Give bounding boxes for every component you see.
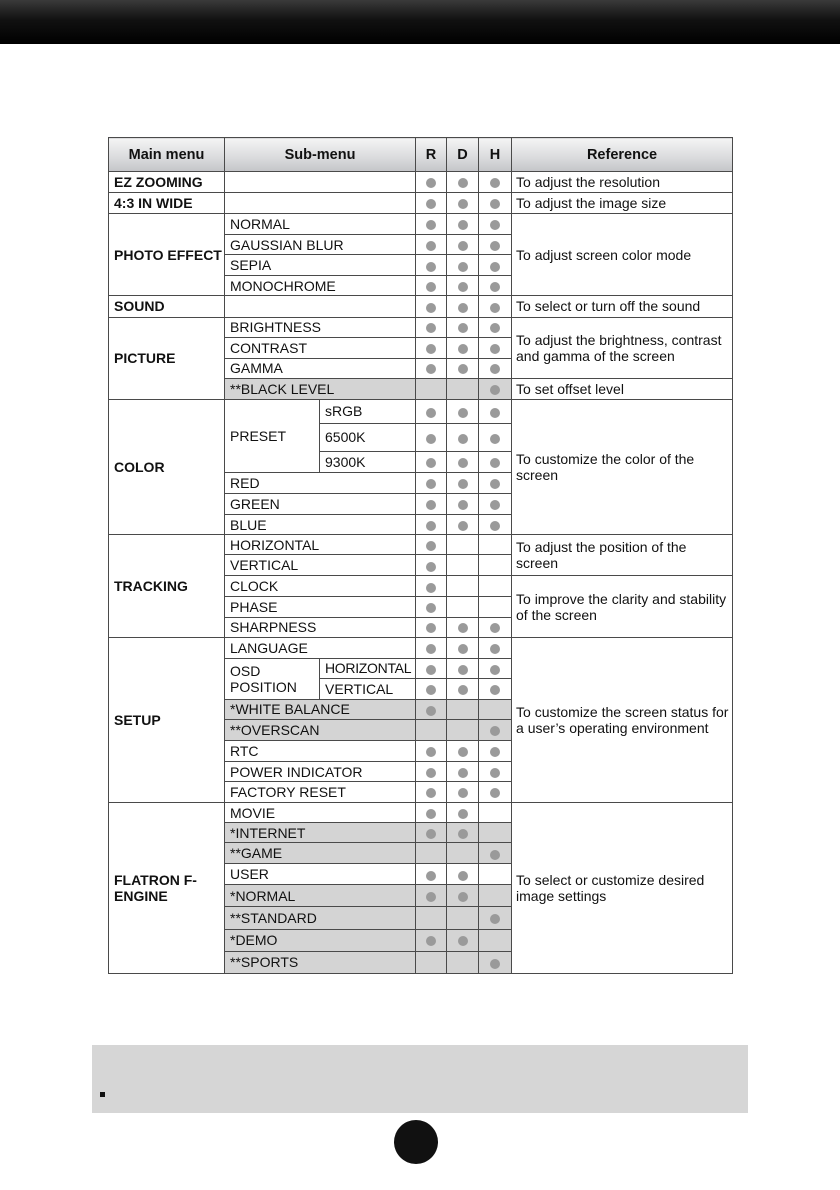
filled-circle-icon	[426, 364, 436, 374]
header-main-menu: Main menu	[109, 138, 225, 172]
main-menu-cell: EZ ZOOMING	[109, 172, 225, 193]
r-cell	[416, 317, 447, 337]
filled-circle-icon	[490, 685, 500, 695]
sub-menu-cell	[225, 193, 416, 214]
main-menu-cell: 4:3 IN WIDE	[109, 193, 225, 214]
d-cell	[447, 637, 479, 658]
d-cell	[447, 255, 479, 276]
sub-menu-cell: GREEN	[225, 494, 416, 515]
h-cell	[479, 276, 512, 296]
table-row	[109, 296, 733, 317]
reference-cell: To select or turn off the sound	[512, 296, 733, 317]
sub-sub-menu-cell: 9300K	[320, 451, 416, 472]
filled-circle-icon	[458, 479, 468, 489]
r-cell	[416, 617, 447, 637]
filled-circle-icon	[458, 178, 468, 188]
sub-menu-cell: **SPORTS	[225, 951, 416, 973]
d-cell	[447, 906, 479, 929]
sub-menu-cell: OSD POSITION	[225, 658, 320, 699]
sub-menu-cell: *INTERNET	[225, 823, 416, 843]
filled-circle-icon	[426, 871, 436, 881]
filled-circle-icon	[426, 178, 436, 188]
sub-menu-cell: **OVERSCAN	[225, 719, 416, 740]
r-cell	[416, 214, 447, 235]
h-cell	[479, 951, 512, 973]
r-cell	[416, 296, 447, 317]
filled-circle-icon	[458, 685, 468, 695]
r-cell	[416, 823, 447, 843]
r-cell	[416, 906, 447, 929]
header-h: H	[479, 138, 512, 172]
main-menu-cell: FLATRON F-ENGINE	[109, 803, 225, 974]
filled-circle-icon	[490, 344, 500, 354]
d-cell	[447, 576, 479, 597]
r-cell	[416, 337, 447, 358]
h-cell	[479, 451, 512, 472]
filled-circle-icon	[458, 788, 468, 798]
reference-cell: To improve the clarity and stability of the screen	[512, 576, 733, 637]
sub-menu-cell: GAMMA	[225, 358, 416, 378]
d-cell	[447, 193, 479, 214]
filled-circle-icon	[490, 303, 500, 313]
sub-sub-menu-cell: 6500K	[320, 423, 416, 451]
d-cell	[447, 658, 479, 678]
filled-circle-icon	[490, 220, 500, 230]
header-reference: Reference	[512, 138, 733, 172]
sub-sub-menu-cell: sRGB	[320, 399, 416, 423]
h-cell	[479, 823, 512, 843]
r-cell	[416, 276, 447, 296]
main-menu-cell: SETUP	[109, 637, 225, 803]
d-cell	[447, 782, 479, 803]
filled-circle-icon	[458, 458, 468, 468]
filled-circle-icon	[426, 262, 436, 272]
filled-circle-icon	[458, 434, 468, 444]
d-cell	[447, 951, 479, 973]
d-cell	[447, 929, 479, 951]
r-cell	[416, 451, 447, 472]
r-cell	[416, 637, 447, 658]
page-number-badge	[394, 1120, 438, 1164]
r-cell	[416, 951, 447, 973]
filled-circle-icon	[458, 282, 468, 292]
table-row	[109, 399, 733, 423]
table-row	[109, 803, 733, 823]
filled-circle-icon	[426, 479, 436, 489]
table-header-row	[109, 138, 733, 172]
filled-circle-icon	[490, 644, 500, 654]
d-cell	[447, 399, 479, 423]
r-cell	[416, 597, 447, 617]
d-cell	[447, 473, 479, 494]
filled-circle-icon	[458, 892, 468, 902]
d-cell	[447, 823, 479, 843]
d-cell	[447, 296, 479, 317]
filled-circle-icon	[458, 644, 468, 654]
filled-circle-icon	[490, 623, 500, 633]
sub-menu-cell: LANGUAGE	[225, 637, 416, 658]
d-cell	[447, 515, 479, 535]
filled-circle-icon	[426, 199, 436, 209]
filled-circle-icon	[490, 434, 500, 444]
filled-circle-icon	[490, 479, 500, 489]
reference-cell: To set offset level	[512, 378, 733, 399]
filled-circle-icon	[458, 936, 468, 946]
h-cell	[479, 906, 512, 929]
h-cell	[479, 843, 512, 864]
sub-menu-cell	[225, 296, 416, 317]
h-cell	[479, 658, 512, 678]
table-row	[109, 172, 733, 193]
r-cell	[416, 782, 447, 803]
r-cell	[416, 699, 447, 719]
r-cell	[416, 555, 447, 576]
h-cell	[479, 576, 512, 597]
sub-menu-cell: SHARPNESS	[225, 617, 416, 637]
table-row	[109, 193, 733, 214]
r-cell	[416, 378, 447, 399]
sub-menu-cell: *NORMAL	[225, 885, 416, 906]
header-d: D	[447, 138, 479, 172]
filled-circle-icon	[490, 199, 500, 209]
d-cell	[447, 885, 479, 906]
h-cell	[479, 235, 512, 255]
reference-cell: To adjust the position of the screen	[512, 535, 733, 576]
d-cell	[447, 864, 479, 885]
filled-circle-icon	[458, 364, 468, 374]
h-cell	[479, 929, 512, 951]
h-cell	[479, 193, 512, 214]
h-cell	[479, 555, 512, 576]
top-header-bar	[0, 0, 840, 44]
r-cell	[416, 423, 447, 451]
r-cell	[416, 864, 447, 885]
sub-menu-cell: CLOCK	[225, 576, 416, 597]
r-cell	[416, 172, 447, 193]
filled-circle-icon	[426, 892, 436, 902]
filled-circle-icon	[458, 809, 468, 819]
r-cell	[416, 576, 447, 597]
note-box	[92, 1045, 748, 1113]
r-cell	[416, 235, 447, 255]
d-cell	[447, 803, 479, 823]
sub-menu-cell: *DEMO	[225, 929, 416, 951]
r-cell	[416, 358, 447, 378]
h-cell	[479, 399, 512, 423]
sub-menu-cell: GAUSSIAN BLUR	[225, 235, 416, 255]
d-cell	[447, 378, 479, 399]
reference-cell: To adjust the resolution	[512, 172, 733, 193]
filled-circle-icon	[426, 768, 436, 778]
h-cell	[479, 214, 512, 235]
r-cell	[416, 473, 447, 494]
main-menu-cell: PHOTO EFFECT	[109, 214, 225, 296]
r-cell	[416, 843, 447, 864]
sub-sub-menu-cell: VERTICAL	[320, 678, 416, 699]
h-cell	[479, 172, 512, 193]
h-cell	[479, 317, 512, 337]
h-cell	[479, 473, 512, 494]
filled-circle-icon	[490, 241, 500, 251]
d-cell	[447, 597, 479, 617]
sub-menu-cell: SEPIA	[225, 255, 416, 276]
filled-circle-icon	[426, 434, 436, 444]
r-cell	[416, 803, 447, 823]
filled-circle-icon	[426, 829, 436, 839]
table-row	[109, 214, 733, 235]
filled-circle-icon	[426, 936, 436, 946]
h-cell	[479, 337, 512, 358]
h-cell	[479, 762, 512, 782]
r-cell	[416, 740, 447, 761]
h-cell	[479, 494, 512, 515]
filled-circle-icon	[458, 829, 468, 839]
d-cell	[447, 535, 479, 555]
sub-menu-cell: RED	[225, 473, 416, 494]
sub-menu-cell: RTC	[225, 740, 416, 761]
filled-circle-icon	[426, 603, 436, 613]
filled-circle-icon	[426, 220, 436, 230]
h-cell	[479, 535, 512, 555]
sub-menu-cell: **BLACK LEVEL	[225, 378, 416, 399]
filled-circle-icon	[426, 458, 436, 468]
sub-menu-cell: HORIZONTAL	[225, 535, 416, 555]
d-cell	[447, 317, 479, 337]
h-cell	[479, 515, 512, 535]
h-cell	[479, 699, 512, 719]
sub-menu-cell: PRESET	[225, 399, 320, 472]
filled-circle-icon	[490, 385, 500, 395]
d-cell	[447, 719, 479, 740]
filled-circle-icon	[490, 788, 500, 798]
main-menu-cell: SOUND	[109, 296, 225, 317]
sub-sub-menu-cell: HORIZONTAL	[320, 658, 416, 678]
osd-menu-table	[108, 137, 733, 974]
sub-menu-cell: VERTICAL	[225, 555, 416, 576]
filled-circle-icon	[490, 665, 500, 675]
h-cell	[479, 597, 512, 617]
sub-menu-cell: BRIGHTNESS	[225, 317, 416, 337]
filled-circle-icon	[458, 220, 468, 230]
filled-circle-icon	[426, 241, 436, 251]
filled-circle-icon	[426, 521, 436, 531]
filled-circle-icon	[426, 500, 436, 510]
d-cell	[447, 276, 479, 296]
r-cell	[416, 515, 447, 535]
sub-menu-cell: MOVIE	[225, 803, 416, 823]
d-cell	[447, 699, 479, 719]
sub-menu-cell: CONTRAST	[225, 337, 416, 358]
d-cell	[447, 358, 479, 378]
filled-circle-icon	[490, 364, 500, 374]
sub-menu-cell: FACTORY RESET	[225, 782, 416, 803]
header-r: R	[416, 138, 447, 172]
d-cell	[447, 555, 479, 576]
r-cell	[416, 658, 447, 678]
r-cell	[416, 762, 447, 782]
filled-circle-icon	[458, 747, 468, 757]
d-cell	[447, 172, 479, 193]
filled-circle-icon	[458, 623, 468, 633]
d-cell	[447, 678, 479, 699]
filled-circle-icon	[490, 458, 500, 468]
d-cell	[447, 214, 479, 235]
filled-circle-icon	[426, 541, 436, 551]
filled-circle-icon	[490, 521, 500, 531]
filled-circle-icon	[458, 262, 468, 272]
sub-menu-cell: NORMAL	[225, 214, 416, 235]
d-cell	[447, 762, 479, 782]
filled-circle-icon	[426, 747, 436, 757]
filled-circle-icon	[490, 178, 500, 188]
filled-circle-icon	[426, 644, 436, 654]
sub-menu-cell: MONOCHROME	[225, 276, 416, 296]
main-menu-cell: PICTURE	[109, 317, 225, 399]
filled-circle-icon	[458, 665, 468, 675]
square-bullet-icon	[100, 1092, 105, 1097]
d-cell	[447, 337, 479, 358]
reference-cell: To select or customize desired image settings	[512, 803, 733, 974]
sub-menu-cell: USER	[225, 864, 416, 885]
sub-menu-cell: POWER INDICATOR	[225, 762, 416, 782]
filled-circle-icon	[490, 262, 500, 272]
reference-cell: To customize the color of the screen	[512, 399, 733, 534]
reference-cell: To adjust screen color mode	[512, 214, 733, 296]
h-cell	[479, 782, 512, 803]
d-cell	[447, 494, 479, 515]
filled-circle-icon	[490, 914, 500, 924]
h-cell	[479, 637, 512, 658]
filled-circle-icon	[458, 500, 468, 510]
filled-circle-icon	[458, 408, 468, 418]
h-cell	[479, 719, 512, 740]
filled-circle-icon	[458, 871, 468, 881]
d-cell	[447, 843, 479, 864]
filled-circle-icon	[426, 562, 436, 572]
r-cell	[416, 535, 447, 555]
sub-menu-cell: **STANDARD	[225, 906, 416, 929]
table-row	[109, 637, 733, 658]
r-cell	[416, 193, 447, 214]
filled-circle-icon	[490, 726, 500, 736]
filled-circle-icon	[426, 323, 436, 333]
h-cell	[479, 255, 512, 276]
filled-circle-icon	[426, 623, 436, 633]
h-cell	[479, 803, 512, 823]
filled-circle-icon	[490, 323, 500, 333]
filled-circle-icon	[458, 521, 468, 531]
d-cell	[447, 740, 479, 761]
filled-circle-icon	[490, 408, 500, 418]
r-cell	[416, 885, 447, 906]
filled-circle-icon	[458, 199, 468, 209]
filled-circle-icon	[490, 747, 500, 757]
h-cell	[479, 296, 512, 317]
filled-circle-icon	[490, 959, 500, 969]
filled-circle-icon	[426, 408, 436, 418]
main-menu-cell: COLOR	[109, 399, 225, 534]
main-menu-cell: TRACKING	[109, 535, 225, 637]
sub-menu-cell: BLUE	[225, 515, 416, 535]
d-cell	[447, 617, 479, 637]
table-row	[109, 317, 733, 337]
h-cell	[479, 678, 512, 699]
r-cell	[416, 929, 447, 951]
filled-circle-icon	[458, 303, 468, 313]
h-cell	[479, 378, 512, 399]
r-cell	[416, 399, 447, 423]
filled-circle-icon	[458, 241, 468, 251]
filled-circle-icon	[458, 323, 468, 333]
h-cell	[479, 864, 512, 885]
filled-circle-icon	[426, 685, 436, 695]
h-cell	[479, 740, 512, 761]
filled-circle-icon	[490, 500, 500, 510]
table-row	[109, 535, 733, 555]
r-cell	[416, 678, 447, 699]
d-cell	[447, 235, 479, 255]
filled-circle-icon	[458, 768, 468, 778]
r-cell	[416, 255, 447, 276]
h-cell	[479, 358, 512, 378]
filled-circle-icon	[490, 850, 500, 860]
filled-circle-icon	[426, 706, 436, 716]
r-cell	[416, 719, 447, 740]
r-cell	[416, 494, 447, 515]
sub-menu-cell	[225, 172, 416, 193]
reference-cell: To customize the screen status for a user’s operating environment	[512, 637, 733, 803]
filled-circle-icon	[426, 344, 436, 354]
reference-cell: To adjust the image size	[512, 193, 733, 214]
d-cell	[447, 451, 479, 472]
reference-cell: To adjust the brightness, contrast and gamma of the screen	[512, 317, 733, 378]
sub-menu-cell: **GAME	[225, 843, 416, 864]
sub-menu-cell: *WHITE BALANCE	[225, 699, 416, 719]
filled-circle-icon	[490, 768, 500, 778]
filled-circle-icon	[490, 282, 500, 292]
d-cell	[447, 423, 479, 451]
header-sub-menu: Sub-menu	[225, 138, 416, 172]
filled-circle-icon	[426, 583, 436, 593]
sub-menu-cell: PHASE	[225, 597, 416, 617]
filled-circle-icon	[458, 344, 468, 354]
h-cell	[479, 885, 512, 906]
filled-circle-icon	[426, 809, 436, 819]
filled-circle-icon	[426, 665, 436, 675]
filled-circle-icon	[426, 282, 436, 292]
h-cell	[479, 617, 512, 637]
filled-circle-icon	[426, 788, 436, 798]
filled-circle-icon	[426, 303, 436, 313]
h-cell	[479, 423, 512, 451]
